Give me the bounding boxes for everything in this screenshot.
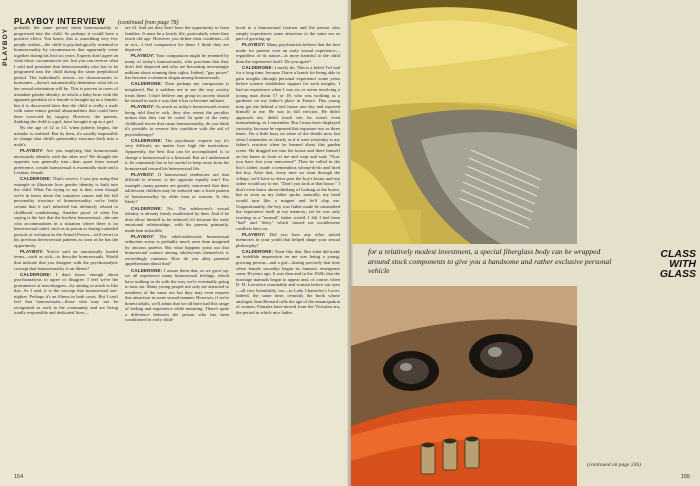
article-header (14, 11, 344, 26)
car-photo-top (351, 0, 577, 244)
speaker-label: PLAYBOY: (242, 231, 266, 237)
paragraph: CALDERONE: No. The adolescent's sexual identity is already firmly established by then. And if he does allow himself to be seduced, it's because his early emotional relationships, with his parents primarily, made him seducible. (125, 205, 229, 233)
paragraph: PLAYBOY: Are you implying that homosexuals necessarily identify with the other sex? We thought the opposite was generally true—that, apart from sexual preference, a male homosexual is essentially male and a Lesbian, female. (14, 148, 118, 176)
text-column-2 (125, 25, 229, 465)
paragraph: CALDERONE: None like that. But what did make an indelible impression on me was being a young, growing person—and a girl—during precisely that time when female sexuality began its fantastic emergence some 30 years ago. It was then and in the 1920s that the marriage manuals began to appear and, of course, when D. H. Lawrence reasonably and woman before our eyes—all very beautifully, too—in Lady Chatterley's Lover. Indeed, the same time, certainly the book whose analogist Jean Bernard calls the age of the emancipation of women. Females have moved from the Victorian era, the period in which nice ladies (236, 248, 340, 315)
speaker-label: CALDERONE: (131, 137, 163, 143)
speaker-label: PLAYBOY: (20, 248, 44, 254)
paragraph: probably the same period when homosexuality is progressed into the child. So perhaps it would have a positive effect. You know, this is something very few people realize—the child is psychologically oriented to homosexuality by circumstances that apparently come together during his first six years. Experts don't agree on what those circumstances are, but you can reverse what I said and postulate that heterosexuality also has to be programed into the child during the same preploitical period. The individual's mirror—its chromosomes or hormones—doesn't automatically determine what his or her sexual orientation will be. This is proven in cases of mistaken gender identity, in which a baby born with the apparent genitalia of a female is brought up as a female; but it is discovered later that the child is really a male with some minor genital abnormalities that could have been corrected by surgery. However, the parents, thinking the child is a girl, have brought it up as a girl. (14, 25, 118, 125)
paragraph: CALDERONE: The psychiatric experts say it's very difficult, no matter how high the motivation. Apparently, the best that can be accomplished is to change a homosexual to a bisexual. But as I understand it, he commonly has to be careful to keep away from his homosexual toward his heterosexual life. (125, 137, 229, 171)
speaker-label: CALDERONE: (131, 81, 163, 87)
continued-from: (continued from page 78) (117, 20, 179, 26)
paragraph: CALDERONE: I don't know enough about psychoanalysis to agree or disagree. I feel we're the prominence of non-disagree—by aiming so much to like this. As I said, it is the concept that homosexual one-nighter. Perhaps it's an illness in both cases. But I can't feel that homosexuals—those who may not be recognized as such in the community and are living totally responsible and dedicated lives— (14, 271, 118, 316)
paragraph: CALDERONE: I surely do. This is a belief I've had for a long time, because I have a hunch for being able to gain insights through personal experience some years before science establishes support for such insights. I had an experience when I was six or seven involving a young man about 17 or 18, who was working as a gardener on my father's place in France. This young man got me behind a tool house one day and exposed himself to me. He was in full erection. He didn't approach me, didn't touch me; he wasn't even masturbating, as I remember. But I must have displayed curiosity, because he repeated this exposure two or three times. I'm a little hazy on some of the details now, but what I remember as clearly as if it were yesterday is my father's reaction when he learned about this garden scene. He dragged me into the house and there himself on his knees in front of me and wept and said, "Now you have lost your innocence!" Then he called in the boy's father, made a tremendous whoop-di-do and fired the boy. After that, every time we went through the village, we'd have to drive past the boy's house and my father would say to me, "Don't you look at that house." I don't even know about thinking of looking at the house, but as soon as my father spoke, naturally, my head would turn like a magnet and he'd slap me. Unquestionably, the boy was father made be unsteadied the experience itself in my memory; yet he was only reacting as a "normal" father would. I felt I had been "bad" and "dirty," which caused me troublesome conflicts later on. (236, 64, 340, 231)
speaker-label: PLAYBOY: (131, 233, 155, 239)
text-column-4 (579, 25, 691, 465)
paragraph: PLAYBOY: Your compassion might be resented by many of today's homosexuals, who proclaim that they don't feel deprived and who are becoming increasingly militant about winning their rights. Indeed, "gay power" has become a common slogan among homosexuals. (125, 53, 229, 81)
paragraph: By the age of 12 or 13, when puberty begins, the mistake is realized. But by then, it's usually impossible to change that child's personality structure back into a male's. (14, 125, 118, 147)
speaker-label: CALDERONE: (131, 267, 163, 273)
paragraph: PLAYBOY: Did you have any other mixed memories in your youth that helped shape your sexual philosophy? (236, 231, 340, 248)
article-title: PLAYBOY INTERVIEW (14, 17, 106, 26)
speaker-label: PLAYBOY: (131, 104, 155, 110)
headline-line: WITH (669, 258, 696, 270)
headline-line: GLASS (659, 268, 696, 280)
speaker-label: CALDERONE: (242, 248, 274, 254)
speaker-label: PLAYBOY: (131, 171, 155, 177)
car-photo-bottom (351, 286, 577, 486)
paragraph: CALDERONE: Their perhaps my compassion is misplaced. But it saddens me to see the way society treats them. I don't believe any group in society should be treated in such a way that it has to become militant. (125, 81, 229, 104)
speaker-label: CALDERONE: (20, 271, 52, 277)
paragraph: are ill. And yet they don't have the opportunity to form families. It must be a lonely life, particularly when they reach old age. However you define their condition—ill or not—I feel compassion for them. I think they are deprived. (125, 25, 229, 53)
paragraph: PLAYBOY: You've said on emotionally loaded terms—such as sick—to describe homosexuals. Would that indicate that you disagree with the psychoanalytic concept that homosexuality is an illness? (14, 248, 118, 271)
speaker-label: PLAYBOY: (20, 148, 44, 154)
text-column-1 (14, 25, 118, 465)
page-number-left: 154 (14, 474, 24, 480)
paragraph: PLAYBOY: Many psychiatrists believe that the best mode for parents over an early sexual experience—regardless of its nature—is more harmful to the child than the experience itself. Do you agree? (236, 42, 340, 64)
paragraph: PLAYBOY: As much as today's homosexuals resent being told they're sick, they also resent the peculiar notion that they can be cured. In spite of the early childhood forces that cause homosexuality, do you think it's possible to reverse this condition with the aid of psychotherapy? (125, 104, 229, 137)
photo-caption: for a relatively modest investment, a special fiberglass body can be wrapped around stock components to give you a handsome and rather exclusive personal vehicle (368, 247, 612, 276)
continued-on: (continued on page 236) (587, 462, 641, 468)
speaker-label: CALDERONE: (20, 176, 52, 182)
paragraph: CALDERONE: That's correct. I was just using that example to illustrate how gender identity is built into the child. What I'm trying to say is that, even though we're in know about the causative causes and the full personality structure of homosexuality, we're fairly certain that it isn't inherited but definitely related to childhood conditioning. Another proof of what I'm saying is the fact that the lowliest homosexual—the one who accommodates in a situation where there is no heterosexual outlet, such as in prison or during extended periods of isolation in the Armed Forces—will revert to his previous heterosexual patterns as soon as he has the opportunity. (14, 176, 118, 248)
speaker-label: CALDERONE: (242, 64, 274, 70)
paragraph: PLAYBOY: The adult-adolescent homosexual seduction scene is probably much rarer than imagined by anxious parents. But what happens point out that homosexual contact among adolescents themselves is exceedingly common. How do you allay parental apprehension about that? (125, 233, 229, 267)
side-label: PLAYBOY (2, 28, 9, 66)
speaker-label: PLAYBOY: (242, 42, 266, 48)
headline-line: CLASS (660, 248, 696, 260)
text-column-3 (236, 25, 340, 465)
speaker-label: CALDERONE: (131, 205, 163, 211)
paragraph: hood to a homosexual fixation and the person who simply experiences some attraction to the same sex as part of growing up. (236, 25, 340, 42)
speaker-label: PLAYBOY: (131, 53, 155, 59)
paragraph: PLAYBOY: If homosexual tendencies are that difficult to reverse, is the opposite equally true? For example, many parents are greatly concerned that their adolescent children may be seduced into a fixed pattern of homosexuality by older men or women. Is this likely? (125, 171, 229, 205)
page-number-right: 155 (680, 474, 690, 480)
paragraph: CALDERONE: I assure them that, as we grow up, we all experience many homosexual feelings, which have nothing to do with the way we're eventually going to turn out. Many young people not only are attracted to members of the same sex but they may even express this attraction in some sexual manner. However, if we're honest adults, we'll admit that we all have had this range of feeling and experience while maturing. There's quite a difference between the person who has been conditioned in early child- (125, 267, 229, 323)
